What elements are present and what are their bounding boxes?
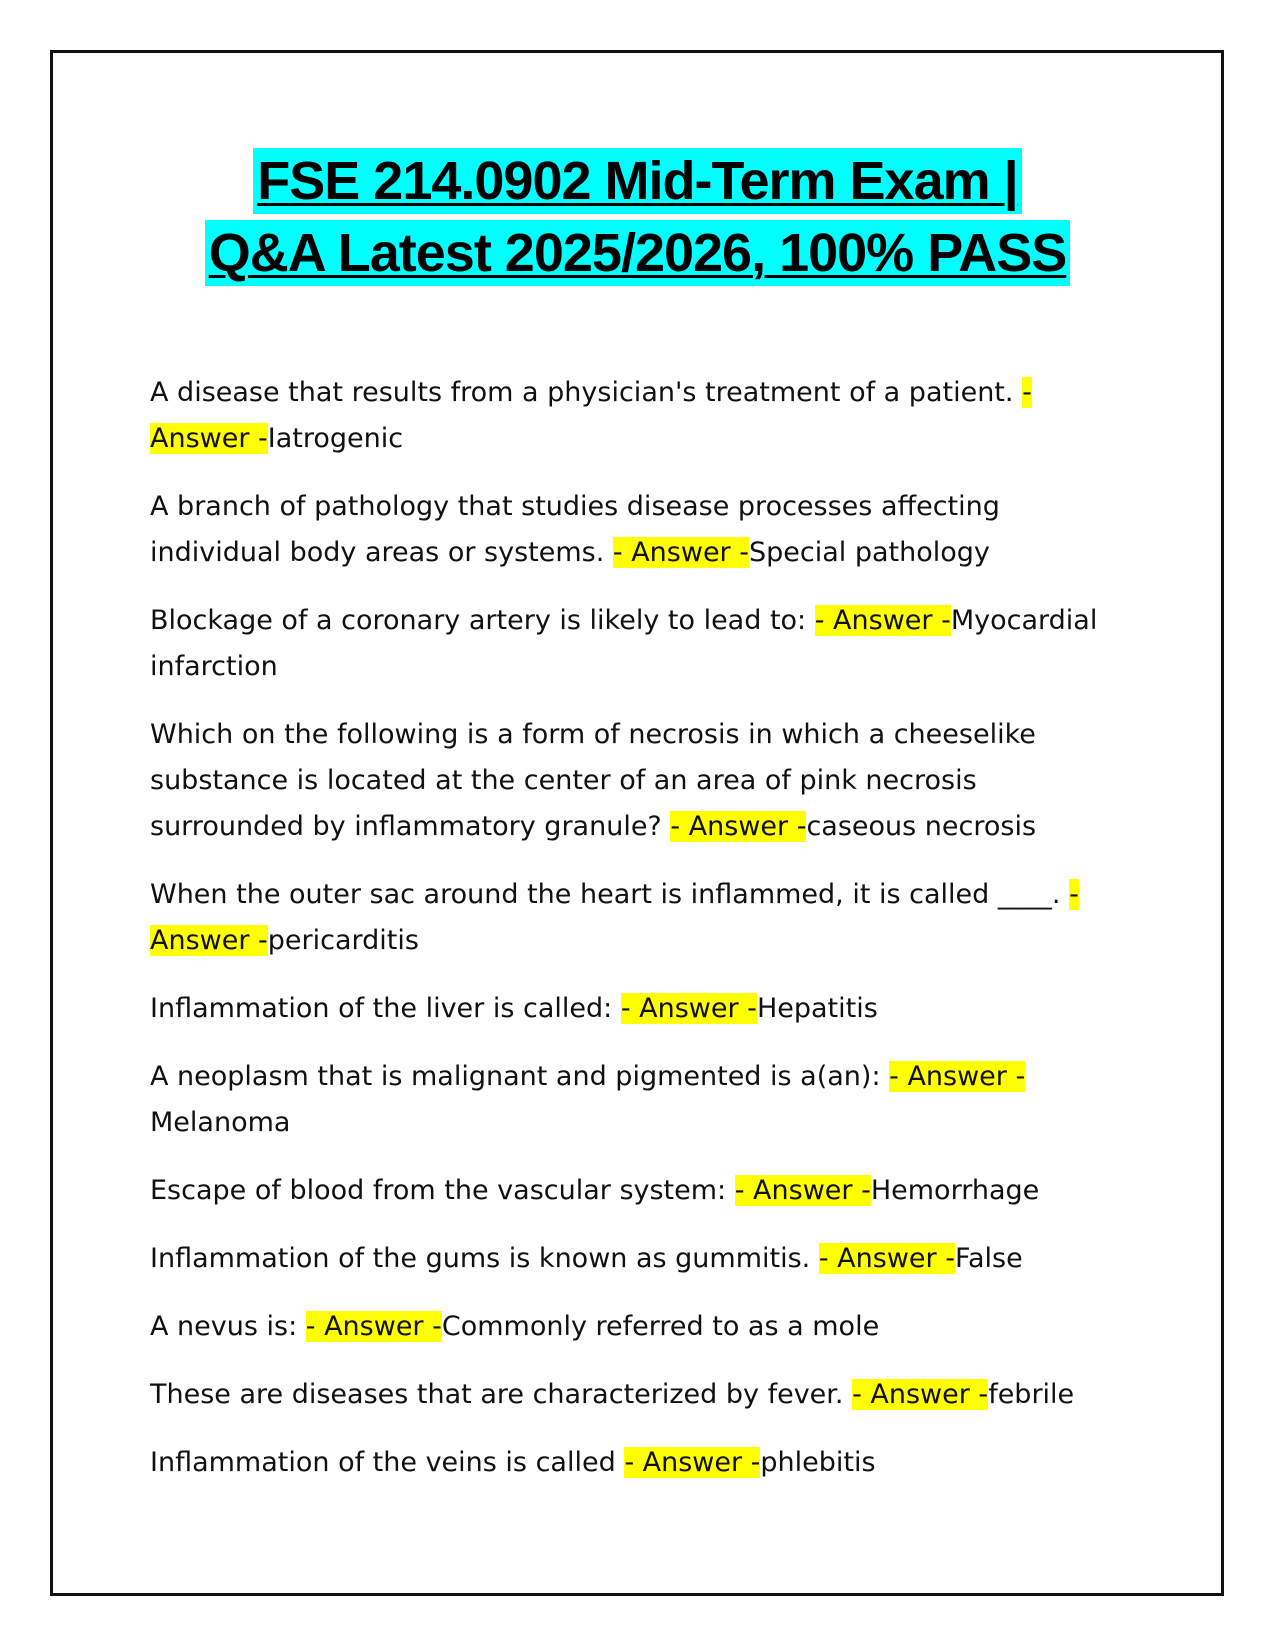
question-text: A branch of pathology that studies disease processes affecting individual body areas or systems. [150,491,1000,568]
answer-text: Hemorrhage [870,1175,1040,1206]
answer-text: Iatrogenic [267,423,404,454]
answer-marker: - Answer - [670,811,807,842]
question-text: Inflammation of the liver is called: [150,993,621,1024]
question-text: When the outer sac around the heart is inflammed, it is called ____. [150,879,1070,910]
qa-item [150,1168,1110,1214]
answer-marker: - Answer - [620,993,757,1024]
answer-marker: - Answer - [818,1243,955,1274]
answer-text: phlebitis [760,1447,876,1478]
qa-item [150,1304,1110,1350]
question-text: These are diseases that are characterized by fever. [150,1379,853,1410]
answer-text: Hepatitis [756,993,878,1024]
qa-item [150,1054,1110,1146]
question-text: Blockage of a coronary artery is likely to lead to: [150,605,815,636]
title-line-2: Q&A Latest 2025/2026, 100% PASS [205,220,1070,286]
answer-marker: - Answer - [624,1447,761,1478]
question-text: A disease that results from a physician's treatment of a patient. [150,377,1023,408]
title-line-1: FSE 214.0902 Mid-Term Exam | [253,148,1021,214]
qa-item [150,1440,1110,1486]
answer-marker: - Answer - [150,879,1079,956]
answer-marker: - Answer - [734,1175,871,1206]
qa-item [150,1372,1110,1418]
answer-text: Myocardial infarction [150,605,1098,682]
qa-item [150,598,1110,690]
answer-text: febrile [988,1379,1075,1410]
qa-item [150,1236,1110,1282]
answer-text: Melanoma [150,1107,291,1138]
question-text: A nevus is: [150,1311,306,1342]
answer-marker: - Answer - [889,1061,1026,1092]
answer-marker: - Answer - [150,377,1032,454]
question-text: Which on the following is a form of necrosis in which a cheeselike substance is located at the center of an area of pink necrosis surrounded by inflammatory granule? [150,719,1036,842]
question-text: Inflammation of the veins is called [150,1447,625,1478]
qa-item [150,484,1110,576]
answer-marker: - Answer - [612,537,749,568]
question-text: Escape of blood from the vascular system: [150,1175,735,1206]
page-title [0,148,1275,286]
qa-item [150,872,1110,964]
answer-marker: - Answer - [305,1311,442,1342]
qa-item [150,986,1110,1032]
answer-marker: - Answer - [814,605,951,636]
qa-item [150,370,1110,462]
answer-marker: - Answer - [852,1379,989,1410]
qa-list [150,370,1110,1508]
question-text: Inflammation of the gums is known as gummitis. [150,1243,819,1274]
answer-text: Commonly referred to as a mole [441,1311,880,1342]
qa-item [150,712,1110,850]
answer-text: pericarditis [267,925,419,956]
answer-text: False [954,1243,1023,1274]
answer-text: Special pathology [749,537,990,568]
answer-text: caseous necrosis [806,811,1037,842]
question-text: A neoplasm that is malignant and pigmented is a(an): [150,1061,890,1092]
